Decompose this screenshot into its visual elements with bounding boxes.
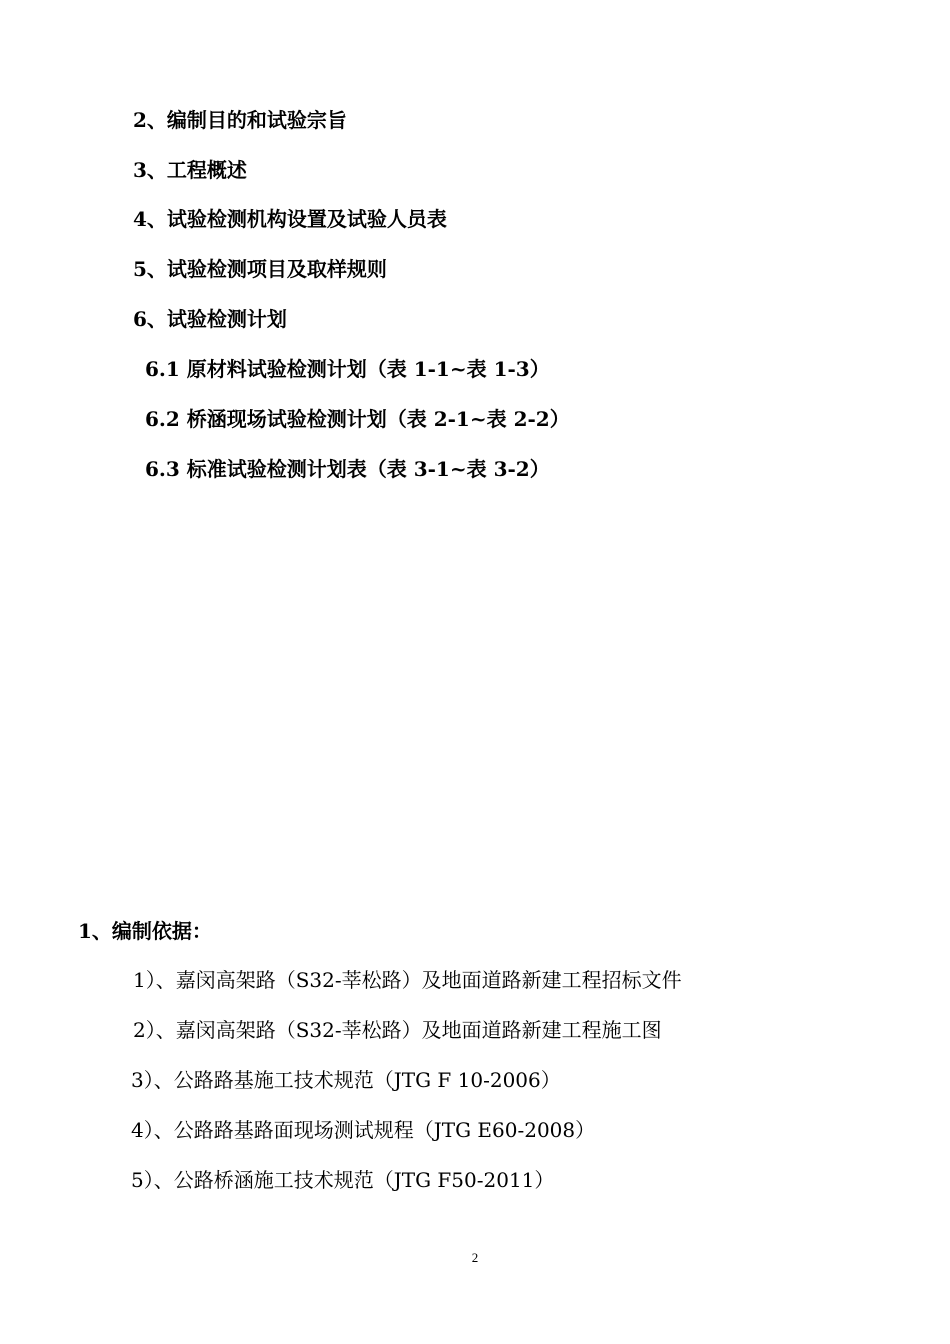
toc-item-4: 4、试验检测机构设置及试验人员表 (133, 207, 447, 231)
basis-item-3: 3）、公路路基施工技术规范（JTG F 10-2006） (131, 1068, 561, 1092)
toc-item-6: 6、试验检测计划 (133, 307, 287, 331)
page-number: 2 (471, 1250, 479, 1265)
toc-item-5: 5、试验检测项目及取样规则 (133, 257, 387, 281)
basis-item-5: 5）、公路桥涵施工技术规范（JTG F50-2011） (131, 1168, 555, 1192)
toc-item-6-3: 6.3 标准试验检测计划表（表 3-1~表 3-2） (145, 457, 550, 481)
toc-item-3: 3、工程概述 (133, 158, 247, 182)
basis-item-1: 1）、嘉闵高架路（S32-莘松路）及地面道路新建工程招标文件 (133, 968, 682, 992)
toc-item-6-1: 6.1 原材料试验检测计划（表 1-1~表 1-3） (145, 357, 550, 381)
toc-item-6-2: 6.2 桥涵现场试验检测计划（表 2-1~表 2-2） (145, 407, 570, 431)
basis-item-2: 2）、嘉闵高架路（S32-莘松路）及地面道路新建工程施工图 (133, 1018, 662, 1042)
toc-item-2: 2、编制目的和试验宗旨 (133, 108, 347, 132)
basis-item-4: 4）、公路路基路面现场测试规程（JTG E60-2008） (131, 1118, 596, 1142)
section-title: 1、编制依据： (78, 919, 212, 943)
